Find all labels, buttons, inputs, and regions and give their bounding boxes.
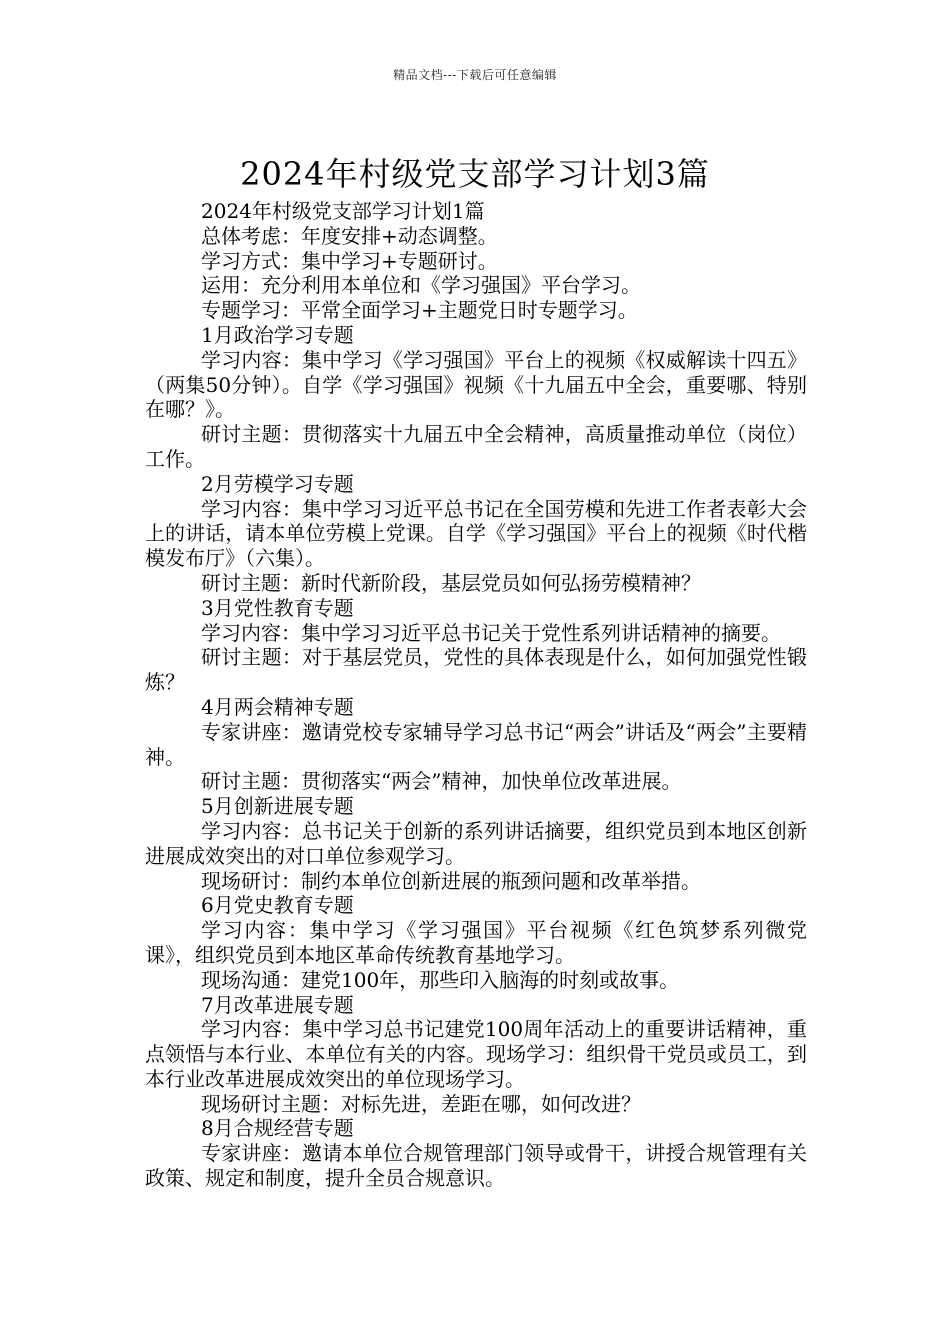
month-7-discussion: 现场研讨主题：对标先进，差距在哪，如何改进？ xyxy=(201,1091,641,1116)
month-5-heading: 5月创新进展专题 xyxy=(201,794,354,819)
month-4-discussion: 研讨主题：贯彻落实“两会”精神，加快单位改革进展。 xyxy=(201,769,682,794)
month-7-content: 学习内容：集中学习总书记建党100周年活动上的重要讲话精神，重点领悟与本行业、本单位有关的内容。现场学习：组织骨干党员或员工，到本行业改革进展成效突出的单位现场学习。 xyxy=(145,1017,807,1091)
month-6-exchange: 现场沟通：建党100年，那些印入脑海的时刻或故事。 xyxy=(201,967,680,992)
month-4-lecture: 专家讲座：邀请党校专家辅导学习总书记“两会”讲话及“两会”主要精神。 xyxy=(145,719,807,769)
month-5-discussion: 现场研讨：制约本单位创新进展的瓶颈问题和改革举措。 xyxy=(201,868,701,893)
month-1-heading: 1月政治学习专题 xyxy=(201,322,354,347)
month-8-lecture: 专家讲座：邀请本单位合规管理部门领导或骨干，讲授合规管理有关政策、规定和制度，提升全员合规意识。 xyxy=(145,1141,807,1191)
document-title: 2024年村级党支部学习计划3篇 xyxy=(240,155,710,194)
month-8-heading: 8月合规经营专题 xyxy=(201,1116,354,1141)
plan-heading: 2024年村级党支部学习计划1篇 xyxy=(201,199,485,223)
month-1-content: 学习内容：集中学习《学习强国》平台上的视频《权威解读十四五》（两集50分钟）。自学《学习强国》视频《十九届五中全会，重要哪、特别在哪？》。 xyxy=(145,347,807,422)
month-6-heading: 6月党史教育专题 xyxy=(201,893,354,918)
month-5-content: 学习内容：总书记关于创新的系列讲话摘要，组织党员到本地区创新进展成效突出的对口单位参观学习。 xyxy=(145,818,807,868)
header-note: 精品文档---下载后可任意编辑 xyxy=(393,68,557,82)
month-1-discussion: 研讨主题：贯彻落实十九届五中全会精神，高质量推动单位（岗位）工作。 xyxy=(145,422,807,471)
document-body xyxy=(145,199,807,1191)
overall-consideration: 总体考虑：年度安排+动态调整。 xyxy=(201,223,498,248)
topic-study: 专题学习：平常全面学习+主题党日时专题学习。 xyxy=(201,298,638,323)
month-2-content: 学习内容：集中学习习近平总书记在全国劳模和先进工作者表彰大会上的讲话，请本单位劳模上党课。自学《学习强国》平台上的视频《时代楷模发布厅》（六集）。 xyxy=(145,496,807,571)
month-7-heading: 7月改革进展专题 xyxy=(201,992,354,1017)
month-2-discussion: 研讨主题：新时代新阶段，基层党员如何弘扬劳模精神？ xyxy=(201,570,701,595)
platform-usage: 运用：充分利用本单位和《学习强国》平台学习。 xyxy=(201,273,641,298)
month-4-heading: 4月两会精神专题 xyxy=(201,694,354,719)
month-6-content: 学习内容：集中学习《学习强国》平台视频《红色筑梦系列微党课》，组织党员到本地区革命传统教育基地学习。 xyxy=(145,918,807,967)
month-3-heading: 3月党性教育专题 xyxy=(201,595,354,620)
study-method: 学习方式：集中学习+专题研讨。 xyxy=(201,248,498,273)
month-3-discussion: 研讨主题：对于基层党员，党性的具体表现是什么，如何加强党性锻炼？ xyxy=(145,645,807,695)
month-3-content: 学习内容：集中学习习近平总书记关于党性系列讲话精神的摘要。 xyxy=(201,620,781,645)
month-2-heading: 2月劳模学习专题 xyxy=(201,471,354,496)
